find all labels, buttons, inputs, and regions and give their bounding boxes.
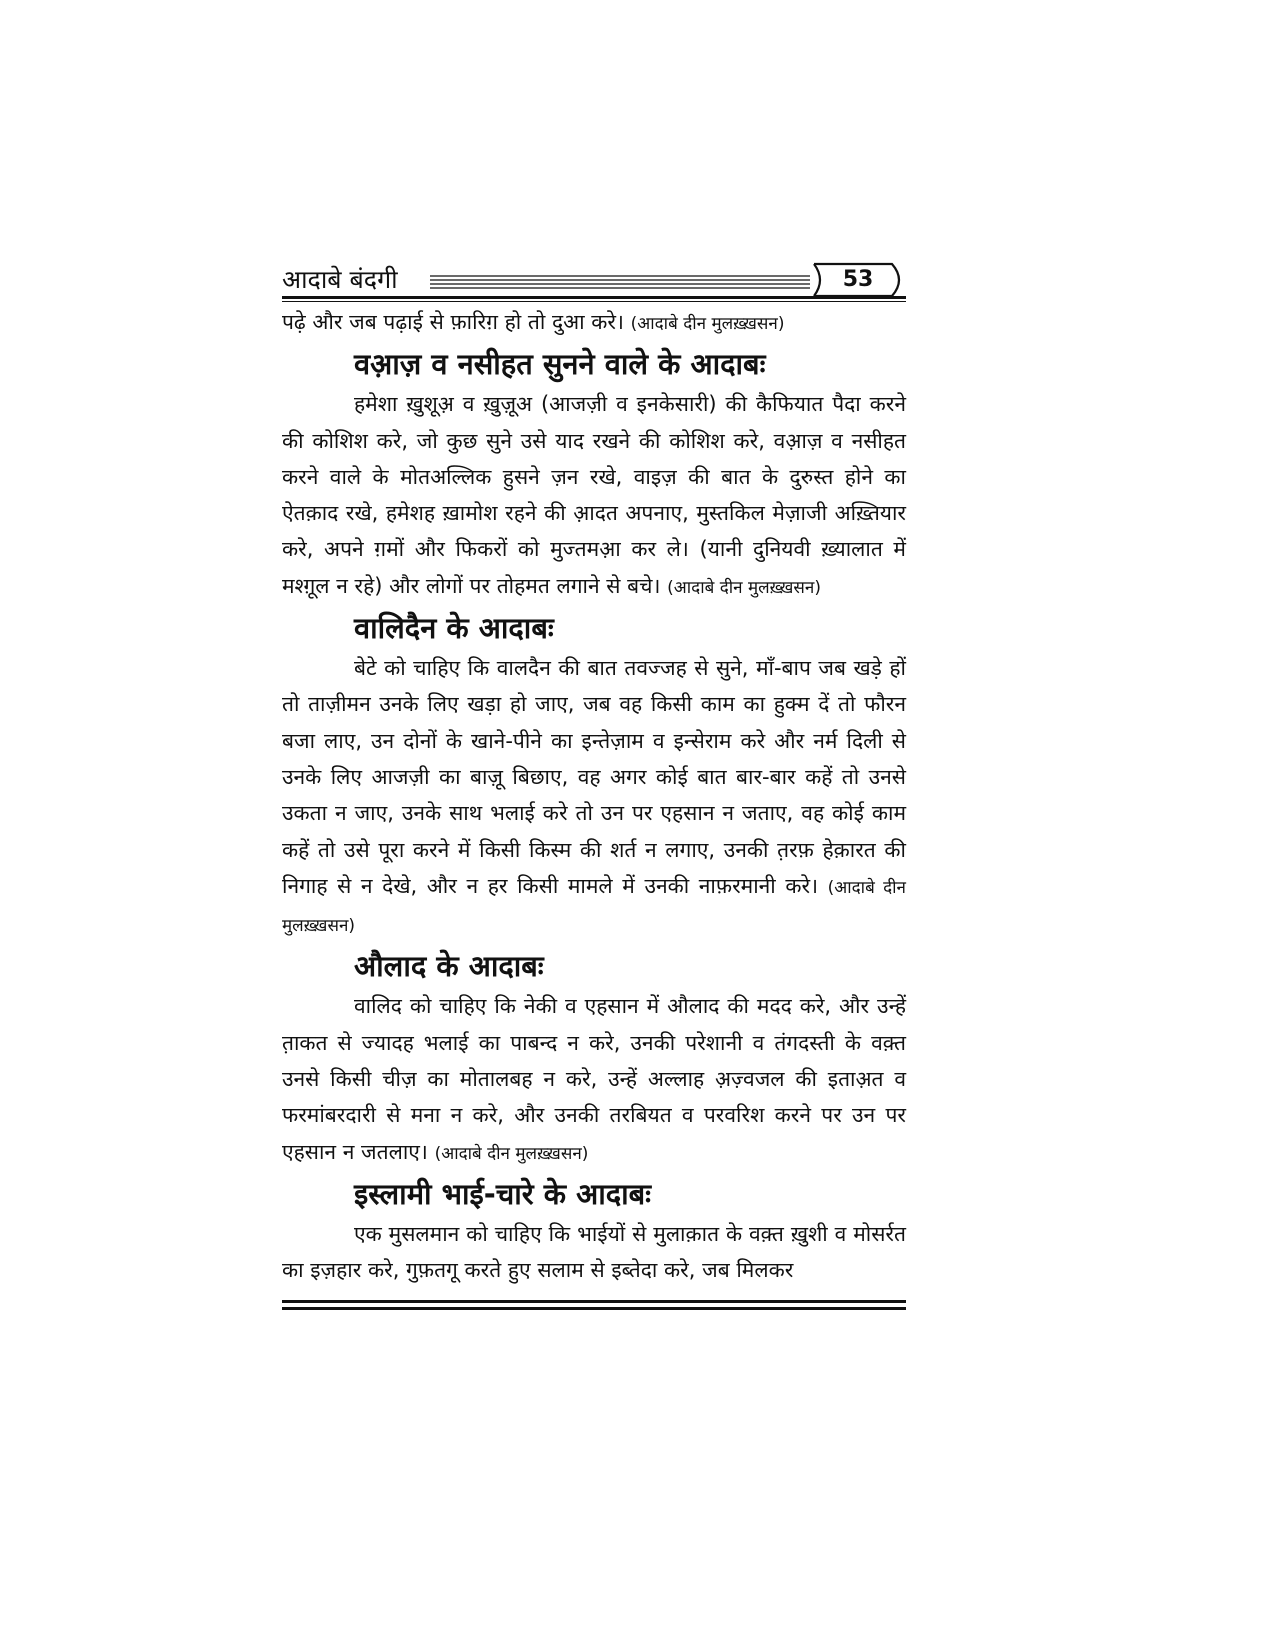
- citation: (आदाबे दीन मुलख़्ख़सन): [630, 314, 785, 334]
- footer-rule: [282, 1300, 906, 1310]
- section-paragraph: एक मुसलमान को चाहिए कि भाईयों से मुलाक़ात के वक़्त ख़ुशी व मोसर्रत का इज़हार करे, गुफ़तगू करते हुए सलाम से इब्तेदा करे, जब मिलकर: [282, 1221, 906, 1283]
- citation: (आदाबे दीन मुलख़्ख़सन): [434, 1143, 589, 1164]
- running-title: आदाबे बंदगी: [282, 265, 398, 294]
- intro-paragraph: पढ़े और जब पढ़ाई से फ़ारिग़ हो तो दुआ करे। (आदाबे दीन मुलख़्ख़सन): [282, 310, 785, 334]
- section-paragraph: वालिद को चाहिए कि नेकी व एहसान में औलाद की मदद करे, और उन्हें त़ाकत से ज्यादह भलाई का पाबन्द न करे, उनकी परेशानी व तंगदस्ती के वक़्त उनसे किसी चीज़ का मोतालबह न करे, उन्हें अल्लाह अ़ज़्वजल की इताअ़त व फरमांबरदारी से मना न करे, और उनकी तरबियत व परवरिश करने पर उन पर एहसान न जतलाए। (आदाबे दीन मुलख़्ख़सन): [282, 994, 906, 1164]
- book-page: [282, 262, 906, 1289]
- section-paragraph: हमेशा ख़ुशूअ़ व ख़ुज़ूअ (आजज़ी व इनकेसारी) की कैफियात पैदा करने की कोशिश करे, जो कुछ सुने उसे याद रखने की कोशिश करे, वआ़ज़ व नसीहत करने वाले के मोतअल्लिक हुसने ज़न रखे, वाइज़ की बात के दुरुस्त होने का ऐतक़ाद रखे, हमेशह ख़ामोश रहने की आ़दत अपनाए, मुस्तकिल मेज़ाजी अख़्तियार करे, अपने ग़मों और फिकरों को मुज्तमआ़ कर ले। (यानी दुनियवी ख़्यालात में मश्ग़ूल न रहे) और लोगों पर तोहमत लगाने से बचे। (आदाबे दीन मुलख़्ख़सन): [282, 392, 906, 598]
- section-paragraph: बेटे को चाहिए कि वालदैन की बात तवज्जह से सुने, माँ-बाप जब खड़े हों तो ताज़ीमन उनके लिए खड़ा हो जाए, जब वह किसी काम का हुक्म दें तो फौरन बजा लाए, उन दोनों के खाने-पीने का इन्तेज़ाम व इन्सेराम करे और नर्म दिली से उनके लिए आजज़ी का बाज़ू बिछाए, वह अगर कोई बात बार-बार कहें तो उनसे उकता न जाए, उनके साथ भलाई करे तो उन पर एहसान न जताए, वह कोई काम कहें तो उसे पूरा करने में किसी किस्म की शर्त न लगाए, उनकी त़रफ़ हेक़ारत की निगाह से न देखे, और न हर किसी मामले में उनकी नाफ़रमानी करे। (आदाबे दीन मुलख़्ख़सन): [282, 656, 906, 937]
- citation: (आदाबे दीन मुलख़्ख़सन): [667, 577, 821, 598]
- section-heading: इस्लामी भाई-चारे के आदाबः: [354, 1176, 652, 1211]
- header-rule: [282, 296, 906, 302]
- page-header: [282, 262, 906, 302]
- page-content: [282, 304, 906, 1289]
- page-number: 53: [842, 267, 874, 292]
- section-heading: वालिदैन के आदाबः: [354, 611, 554, 646]
- citation: (आदाबे दीन मुलख़्ख़सन): [282, 877, 906, 937]
- section-heading: वआ़ज़ व नसीहत सुनने वाले के आदाबः: [354, 347, 766, 382]
- section-heading: औलाद के आदाबः: [354, 949, 544, 984]
